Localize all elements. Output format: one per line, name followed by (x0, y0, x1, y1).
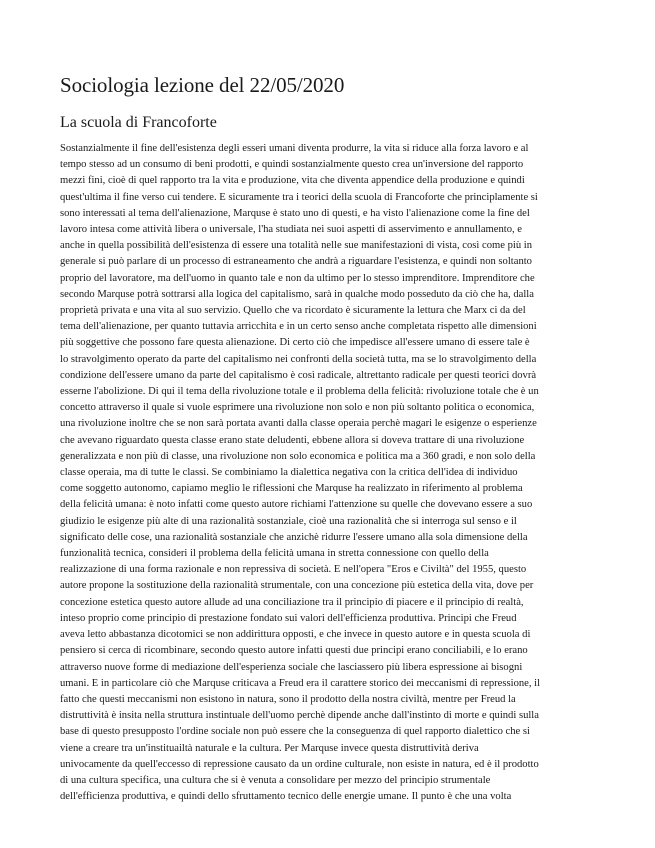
text-line: proprietà privata e una vita al suo servizio. Quello che va ricordato è sicuramente la lettura che Marx ci da del (60, 305, 526, 317)
text-line: come soggetto autonomo, capiamo meglio le riflessioni che Marquse ha realizzato in riferimento al problema (60, 483, 523, 495)
body-paragraph (60, 141, 620, 805)
text-line: realizzazione di una forma razionale e non repressiva di società. E nell'opera "Eros e Civiltà" del 1955, questo (60, 564, 527, 576)
text-line: funzionalità tecnica, consideri il problema della felicità umana in stretta connessione con quello della (60, 548, 489, 560)
text-line: concezione estetica questo autore allude ad una conciliazione tra il principio di piacere e il principio di realtà, (60, 596, 524, 608)
text-line: che avevano riguardato questa classe erano state deludenti, ebbene allora si doveva trattare di una rivoluzione (60, 434, 525, 446)
text-line: viene a creare tra un'instituailtà naturale e la cultura. Per Marquse invece questa distruttività deriva (60, 742, 479, 754)
text-line: autore propone la sostituzione della razionalità strumentale, con una concezione più estetica della vita, dove per (60, 580, 534, 592)
text-line: dell'efficienza produttiva, e quindi dello sfruttamento tecnico delle energie umane. Il punto è che una volta (60, 791, 512, 803)
text-line: una rivoluzione inoltre che se non sarà portata avanti dalla classe operaia perchè magari le esigenze o esperienze (60, 418, 537, 430)
text-line: generale si può parlare di un processo di estraneamento che andrà a riguardare l'esistenza, e quindi non soltanto (60, 256, 532, 268)
text-line: aveva letto abbastanza dicotomici se non addirittura opposti, e che invece in questo autore e in questa scuola di (60, 629, 531, 641)
text-line: pensiero si cerca di ricombinare, secondo questo autore infatti questi due principi erano conciliabili, e lo erano (60, 645, 528, 657)
text-line: lavoro intesa come attività libera o universale, l'ha studiata nei suoi aspetti di asservimento e annullamento, e (60, 224, 523, 236)
text-line: significato delle cose, una razionalità sostanziale che anzichè ridurre l'essere umano alla sola dimensione della (60, 531, 528, 543)
text-line: della felicità umana: è noto infatti come questo autore richiami l'attenzione su quelle che dovevano essere a suo (60, 499, 533, 511)
section-heading: La scuola di Francoforte (60, 114, 217, 131)
text-line: sono interessati al tema dell'alienazione, Marquse è stato uno di questi, e ha visto l'alienazione come la fine del (60, 207, 530, 219)
text-line: generalizzata e non più di classe, una rivoluzione non solo economica e politica ma a 360 gradi, e non solo della (60, 450, 536, 462)
text-line: quest'ultima il fine verso cui tendere. E sicuramente tra i teorici della scuola di Francoforte che principlamente si (60, 191, 538, 203)
text-line: secondo Marquse potrà sottrarsi alla logica del capitalismo, sarà in qualche modo posseduto da ciò che ha, dalla (60, 288, 534, 300)
text-line: anche in quella possibilità dell'esistenza di essere una totalità nelle sue manifestazioni di vista, così come più in (60, 240, 533, 252)
page-title: Sociologia lezione del 22/05/2020 (60, 73, 345, 97)
text-line: univocamente da quell'eccesso di repressione causato da un ordine culturale, non esiste in natura, ed è il prodotto (60, 758, 539, 770)
text-line: giudizio le esigenze più alte di una razionalità sostanziale, cioè una razionalità che si interroga sul senso e il (60, 515, 517, 527)
text-line: più soggettive che possono fare questa alienazione. Di certo ciò che impedisce all'essere umano di essere tale è (60, 337, 530, 349)
text-line: proprio del lavoratore, ma dell'uomo in quanto tale e non da ultimo per lo stesso imprenditore. Imprenditore che (60, 272, 535, 284)
text-line: mezzi fini, cioè di quel rapporto tra la vita e produzione, vita che diventa appendice della produzione e quindi (60, 175, 525, 187)
text-line: classe operaia, ma di tutte le classi. Se combiniamo la dialettica negativa con la critica dell'idea di individuo (60, 467, 518, 479)
text-line: condizione dell'essere umano da parte del capitalismo è così radicale, altrettanto radicale per questi teorici dovrà (60, 369, 537, 381)
text-line: Sostanzialmente il fine dell'esistenza degli esseri umani diventa produrre, la vita si riduce alla forza lavoro e al (60, 143, 529, 154)
text-line: esserne l'abolizione. Di qui il tema della rivoluzione totale e il problema della felicità: rivoluzione totale che è un (60, 386, 539, 398)
text-line: inteso proprio come principio di prestazione fondato sui valori dell'efficienza produttiva. Principi che Freud (60, 612, 517, 624)
text-line: attraverso nuove forme di mediazione dell'esperienza sociale che lasciassero più libera espressione ai bisogni (60, 661, 523, 673)
text-line: distruttività è insita nella struttura instintuale dell'uomo perchè dipende anche dall'instinto di morte e quindi sulla (60, 710, 539, 722)
text-line: fatto che questi meccanismi non esistono in natura, sono il prodotto della nostra civiltà, mentre per Freud la (60, 693, 516, 705)
text-line: tema dell'alienazione, per quanto tuttavia arricchita e in un certo senso anche completata rispetto alle dimensioni (60, 321, 537, 333)
text-line: lo stravolgimento operato da parte del capitalismo nei confronti della società tutta, ma se lo stravolgimento della (60, 353, 537, 365)
text-line: tempo stesso ad un consumo di beni prodotti, e quindi sostanzialmente questo crea un'inversione del rapporto (60, 159, 524, 171)
text-line: umani. E in particolare ciò che Marquse criticava a Freud era il carattere storico dei meccanismi di repressione, il (60, 677, 541, 689)
text-line: concetto attraverso il quale si vuole esprimere una rivoluzione non solo e non più soltanto politica o economica, (60, 402, 535, 414)
text-line: di una cultura specifica, una cultura che si è venuta a consolidare per mezzo del principio strumentale (60, 774, 491, 786)
text-line: base di questo presupposto l'ordine sociale non può essere che la conseguenza di quel rapporto dialettico che si (60, 726, 530, 738)
